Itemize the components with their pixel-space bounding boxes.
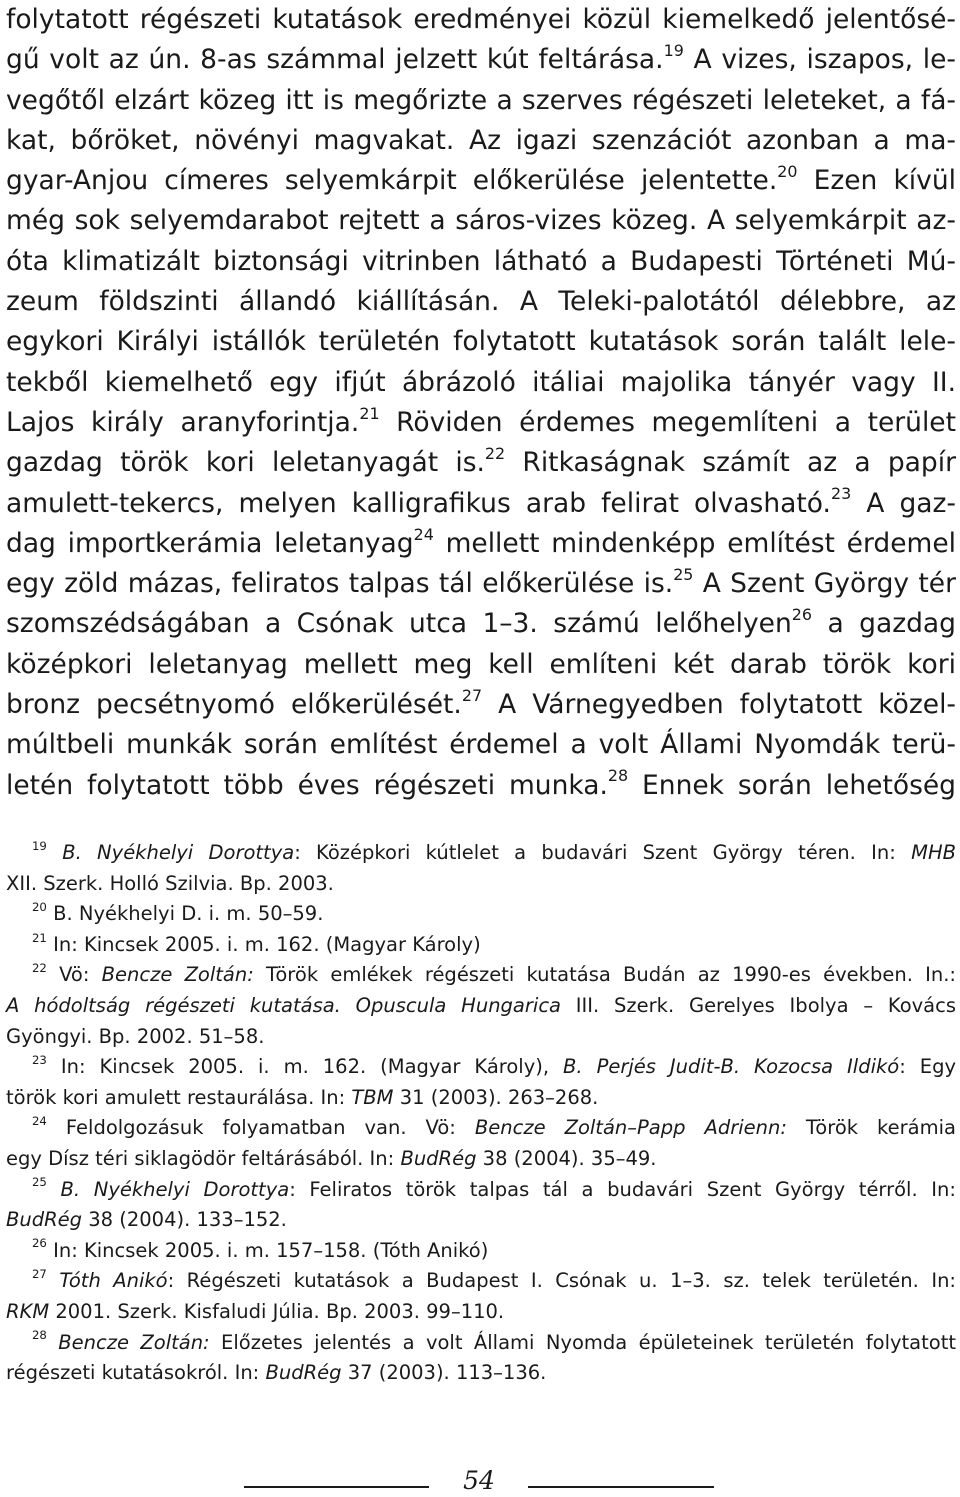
footnote-line: Gyöngyi. Bp. 2002. 51–58. <box>6 1024 265 1048</box>
page-footer <box>0 1466 960 1496</box>
body-line: tekből kiemelhető egy ifjút ábrázoló itáliai majolika tányér vagy II. <box>6 366 956 398</box>
footnote-line: török kori amulett restaurálása. In: TBM 31 (2003). 263–268. <box>6 1085 599 1109</box>
body-line: kat, bőröket, növényi magvakat. Az igazi szenzációt azonban a ma- <box>6 124 956 156</box>
footnote-line: RKM 2001. Szerk. Kisfaludi Júlia. Bp. 2003. 99–110. <box>6 1299 505 1323</box>
footnote-number: 27 <box>32 1267 47 1282</box>
footnote-ref: 22 <box>484 444 506 464</box>
body-line: szomszédságában a Csónak utca 1–3. számú lelőhelyen$^{26}$ a gazdag <box>6 605 956 640</box>
footnote-ref: 19 <box>663 41 684 61</box>
footnote-line: $^{24}$ Feldolgozásuk folyamatban van. Vö: Bencze Zoltán–Papp Adrienn: Török kerámia <box>32 1114 956 1140</box>
body-line: Lajos király aranyforintja.$^{21}$ Röviden érdemes megemlíteni a terület <box>6 403 957 438</box>
footnote-line: $^{20}$ B. Nyékhelyi D. i. m. 50–59. <box>32 899 324 926</box>
footnote-line: $^{25}$ B. Nyékhelyi Dorottya: Feliratos török talpas tál a budavári Szent György térről. In: <box>32 1175 956 1201</box>
footnotes <box>6 838 956 1389</box>
footnote-number: 25 <box>32 1175 47 1190</box>
footnote-ref: 28 <box>607 766 629 786</box>
footnote-line: $^{28}$ Bencze Zoltán: Előzetes jelentés a volt Állami Nyomda épületeinek területén folytatott <box>32 1328 956 1354</box>
body-line: még sok selyemdarabot rejtett a sáros-vizes közeg. A selyemkárpit az- <box>6 205 956 237</box>
footnote-number: 23 <box>32 1052 47 1067</box>
body-line: zeum földszinti állandó kiállításán. A Teleki-palotától délebbre, az <box>6 286 956 318</box>
body-line: gazdag török kori leletanyagát is.$^{22}$ Ritkaságnak számít az a papír <box>6 444 956 479</box>
body-line: gyar-Anjou címeres selyemkárpit előkerülése jelentette.$^{20}$ Ezen kívül <box>6 161 956 197</box>
footnote-ref: 20 <box>777 161 798 181</box>
footnote-number: 19 <box>32 838 47 853</box>
footnote-line: $^{23}$ In: Kincsek 2005. i. m. 162. (Magyar Károly), B. Perjés Judit-B. Kozocsa Ildikó: Egy <box>32 1052 957 1079</box>
body-line: gű volt az ún. 8-as számmal jelzett kút feltárása.$^{19}$ A vizes, iszapos, le- <box>6 41 956 76</box>
footnote-line: $^{22}$ Vö: Bencze Zoltán: Török emlékek régészeti kutatása Budán az 1990-es években. In.: <box>32 961 956 987</box>
body-line: egykori Királyi istállók területén folytatott kutatások során talált lele- <box>6 326 956 358</box>
footnote-ref: 25 <box>673 564 694 584</box>
footnote-ref: 21 <box>359 403 380 423</box>
footnote-number: 28 <box>32 1328 47 1343</box>
page-number: 54 <box>463 1466 495 1495</box>
body-line: letén folytatott több éves régészeti munka.$^{28}$ Ennek során lehetőség <box>6 766 956 801</box>
body-line: amulett-tekercs, melyen kalligrafikus arab felirat olvasható.$^{23}$ A gaz- <box>6 484 956 519</box>
footnote-ref: 27 <box>461 685 483 705</box>
body-line: bronz pecsétnyomó előkerülését.$^{27}$ A Várnegyedben folytatott közel- <box>6 685 956 721</box>
footnote-number: 20 <box>32 899 47 914</box>
footnote-number: 24 <box>32 1114 47 1129</box>
footnote-ref: 24 <box>413 524 434 544</box>
footnote-line: $^{21}$ In: Kincsek 2005. i. m. 162. (Magyar Károly) <box>32 930 481 956</box>
footnote-number: 26 <box>32 1236 47 1251</box>
footnote-line: $^{27}$ Tóth Anikó: Régészeti kutatások a Budapest I. Csónak u. 1–3. sz. telek területén. In: <box>32 1267 956 1293</box>
footnote-ref: 26 <box>791 605 813 625</box>
footnote-number: 21 <box>32 930 47 945</box>
footer-rule-right <box>528 1486 714 1488</box>
footnote-line: egy Dísz téri siklagödör feltárásából. In: BudRég 38 (2004). 35–49. <box>6 1146 657 1170</box>
body-line: középkori leletanyag mellett meg kell említeni két darab török kori <box>6 648 956 680</box>
footnote-line: $^{19}$ B. Nyékhelyi Dorottya: Középkori kútlelet a budavári Szent György téren. In: MHB <box>32 838 957 864</box>
footnote-line: $^{26}$ In: Kincsek 2005. i. m. 157–158. (Tóth Anikó) <box>32 1236 489 1262</box>
body-line: óta klimatizált biztonsági vitrinben látható a Budapesti Történeti Mú- <box>6 245 956 277</box>
footnote-line: régészeti kutatásokról. In: BudRég 37 (2003). 113–136. <box>6 1361 547 1385</box>
footnote-number: 22 <box>32 961 47 976</box>
footnote-line: BudRég 38 (2004). 133–152. <box>6 1208 287 1232</box>
footnote-line: A hódoltság régészeti kutatása. Opuscula Hungarica III. Szerk. Gerelyes Ibolya – Kovács <box>6 993 956 1017</box>
main-text <box>6 0 956 806</box>
footnote-line: XII. Szerk. Holló Szilvia. Bp. 2003. <box>6 871 334 895</box>
body-line: egy zöld mázas, feliratos talpas tál előkerülése is.$^{25}$ A Szent György tér <box>6 564 956 600</box>
body-line: múltbeli munkák során említést érdemel a volt Állami Nyomdák terü- <box>6 729 956 761</box>
body-line: folytatott régészeti kutatások eredményei közül kiemelkedő jelentősé- <box>6 4 956 35</box>
footer-rule-left <box>244 1486 429 1488</box>
body-line: dag importkerámia leletanyag$^{24}$ mellett mindenképp említést érdemel <box>6 524 957 559</box>
body-line: vegőtől elzárt közeg itt is megőrizte a szerves régészeti leleteket, a fá- <box>6 84 956 116</box>
footnote-ref: 23 <box>830 484 852 504</box>
